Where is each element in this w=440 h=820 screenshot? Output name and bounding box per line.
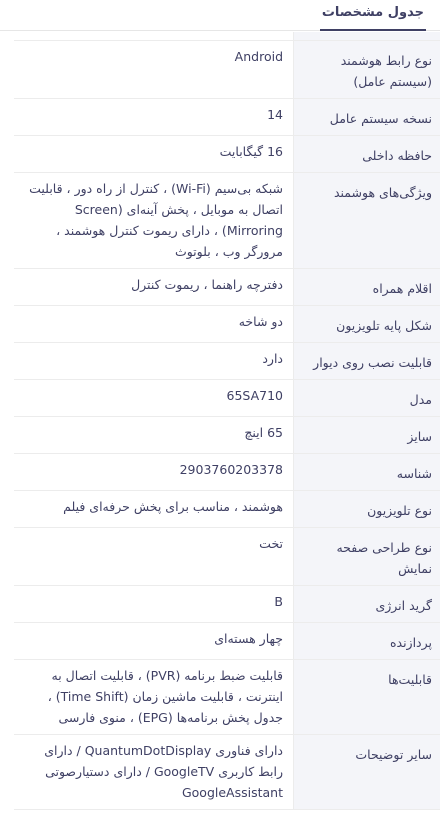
table-row xyxy=(14,454,440,491)
spec-label: حافظه داخلی xyxy=(293,136,440,172)
spec-label: نوع رابط هوشمند (سیستم عامل) xyxy=(293,41,440,98)
spec-label: نسخه سیستم عامل xyxy=(293,99,440,135)
table-row xyxy=(14,491,440,528)
spec-label: اقلام همراه xyxy=(293,269,440,305)
spec-value: B xyxy=(274,594,283,609)
table-row xyxy=(14,306,440,343)
spec-value: 14 xyxy=(267,107,283,122)
spec-value: تخت xyxy=(259,536,283,551)
spec-value: قابلیت ضبط برنامه (PVR) ، قابلیت اتصال به اینترنت ، قابلیت ماشین زمان (Time Shift) ، جدول پخش برنامه‌ها (EPG) ، منوی فارسی xyxy=(47,668,283,725)
table-row xyxy=(14,586,440,623)
specifications-table xyxy=(14,32,440,810)
table-row xyxy=(14,269,440,306)
table-row xyxy=(14,380,440,417)
table-row xyxy=(14,528,440,586)
spec-label: ویژگی‌های هوشمند xyxy=(293,173,440,268)
spec-label: نوع تلویزیون xyxy=(293,491,440,527)
table-row xyxy=(14,417,440,454)
spec-value: هوشمند ، مناسب برای پخش حرفه‌ای فیلم xyxy=(63,499,283,514)
table-row xyxy=(14,660,440,735)
spec-value: 16 گیگابایت xyxy=(219,144,283,159)
spec-label: گرید انرژی xyxy=(293,586,440,622)
table-row xyxy=(14,735,440,810)
table-row-partial xyxy=(14,32,440,41)
spec-label: سایز xyxy=(293,417,440,453)
spec-value: دارای فناوری QuantumDotDisplay / دارای رابط کاربری GoogleTV / دارای دستیارصوتی GoogleAssistant xyxy=(44,743,283,800)
spec-value: 2903760203378 xyxy=(179,462,283,477)
spec-label: سایر توضیحات xyxy=(293,735,440,809)
spec-label: پردازنده xyxy=(293,623,440,659)
table-row xyxy=(14,343,440,380)
spec-value: شبکه بی‌سیم (Wi-Fi) ، کنترل از راه دور ، قابلیت اتصال به موبایل ، پخش آینه‌ای (Screen Mirroring) ، دارای ریموت کنترل هوشمند ، مرورگر وب ، بلوتوث xyxy=(29,181,283,259)
spec-label: قابلیت نصب روی دیوار xyxy=(293,343,440,379)
spec-label-cell xyxy=(293,32,440,40)
spec-label: نوع طراحی صفحه نمایش xyxy=(293,528,440,585)
spec-value: دفترچه راهنما ، ریموت کنترل xyxy=(131,277,283,292)
spec-label: قابلیت‌ها xyxy=(293,660,440,734)
spec-label: شکل پایه تلویزیون xyxy=(293,306,440,342)
table-row xyxy=(14,136,440,173)
table-row xyxy=(14,623,440,660)
spec-value: دو شاخه xyxy=(238,314,283,329)
spec-value: Android xyxy=(234,49,283,64)
spec-value: دارد xyxy=(262,351,283,366)
spec-label: شناسه xyxy=(293,454,440,490)
spec-value: چهار هسته‌ای xyxy=(214,631,283,646)
table-row xyxy=(14,173,440,269)
tab-bar xyxy=(0,0,440,31)
spec-label: مدل xyxy=(293,380,440,416)
table-row xyxy=(14,99,440,136)
spec-value: 65SA710 xyxy=(226,388,283,403)
tab-specifications[interactable]: جدول مشخصات xyxy=(320,0,426,31)
table-row xyxy=(14,41,440,99)
spec-value: 65 اینچ xyxy=(244,425,283,440)
